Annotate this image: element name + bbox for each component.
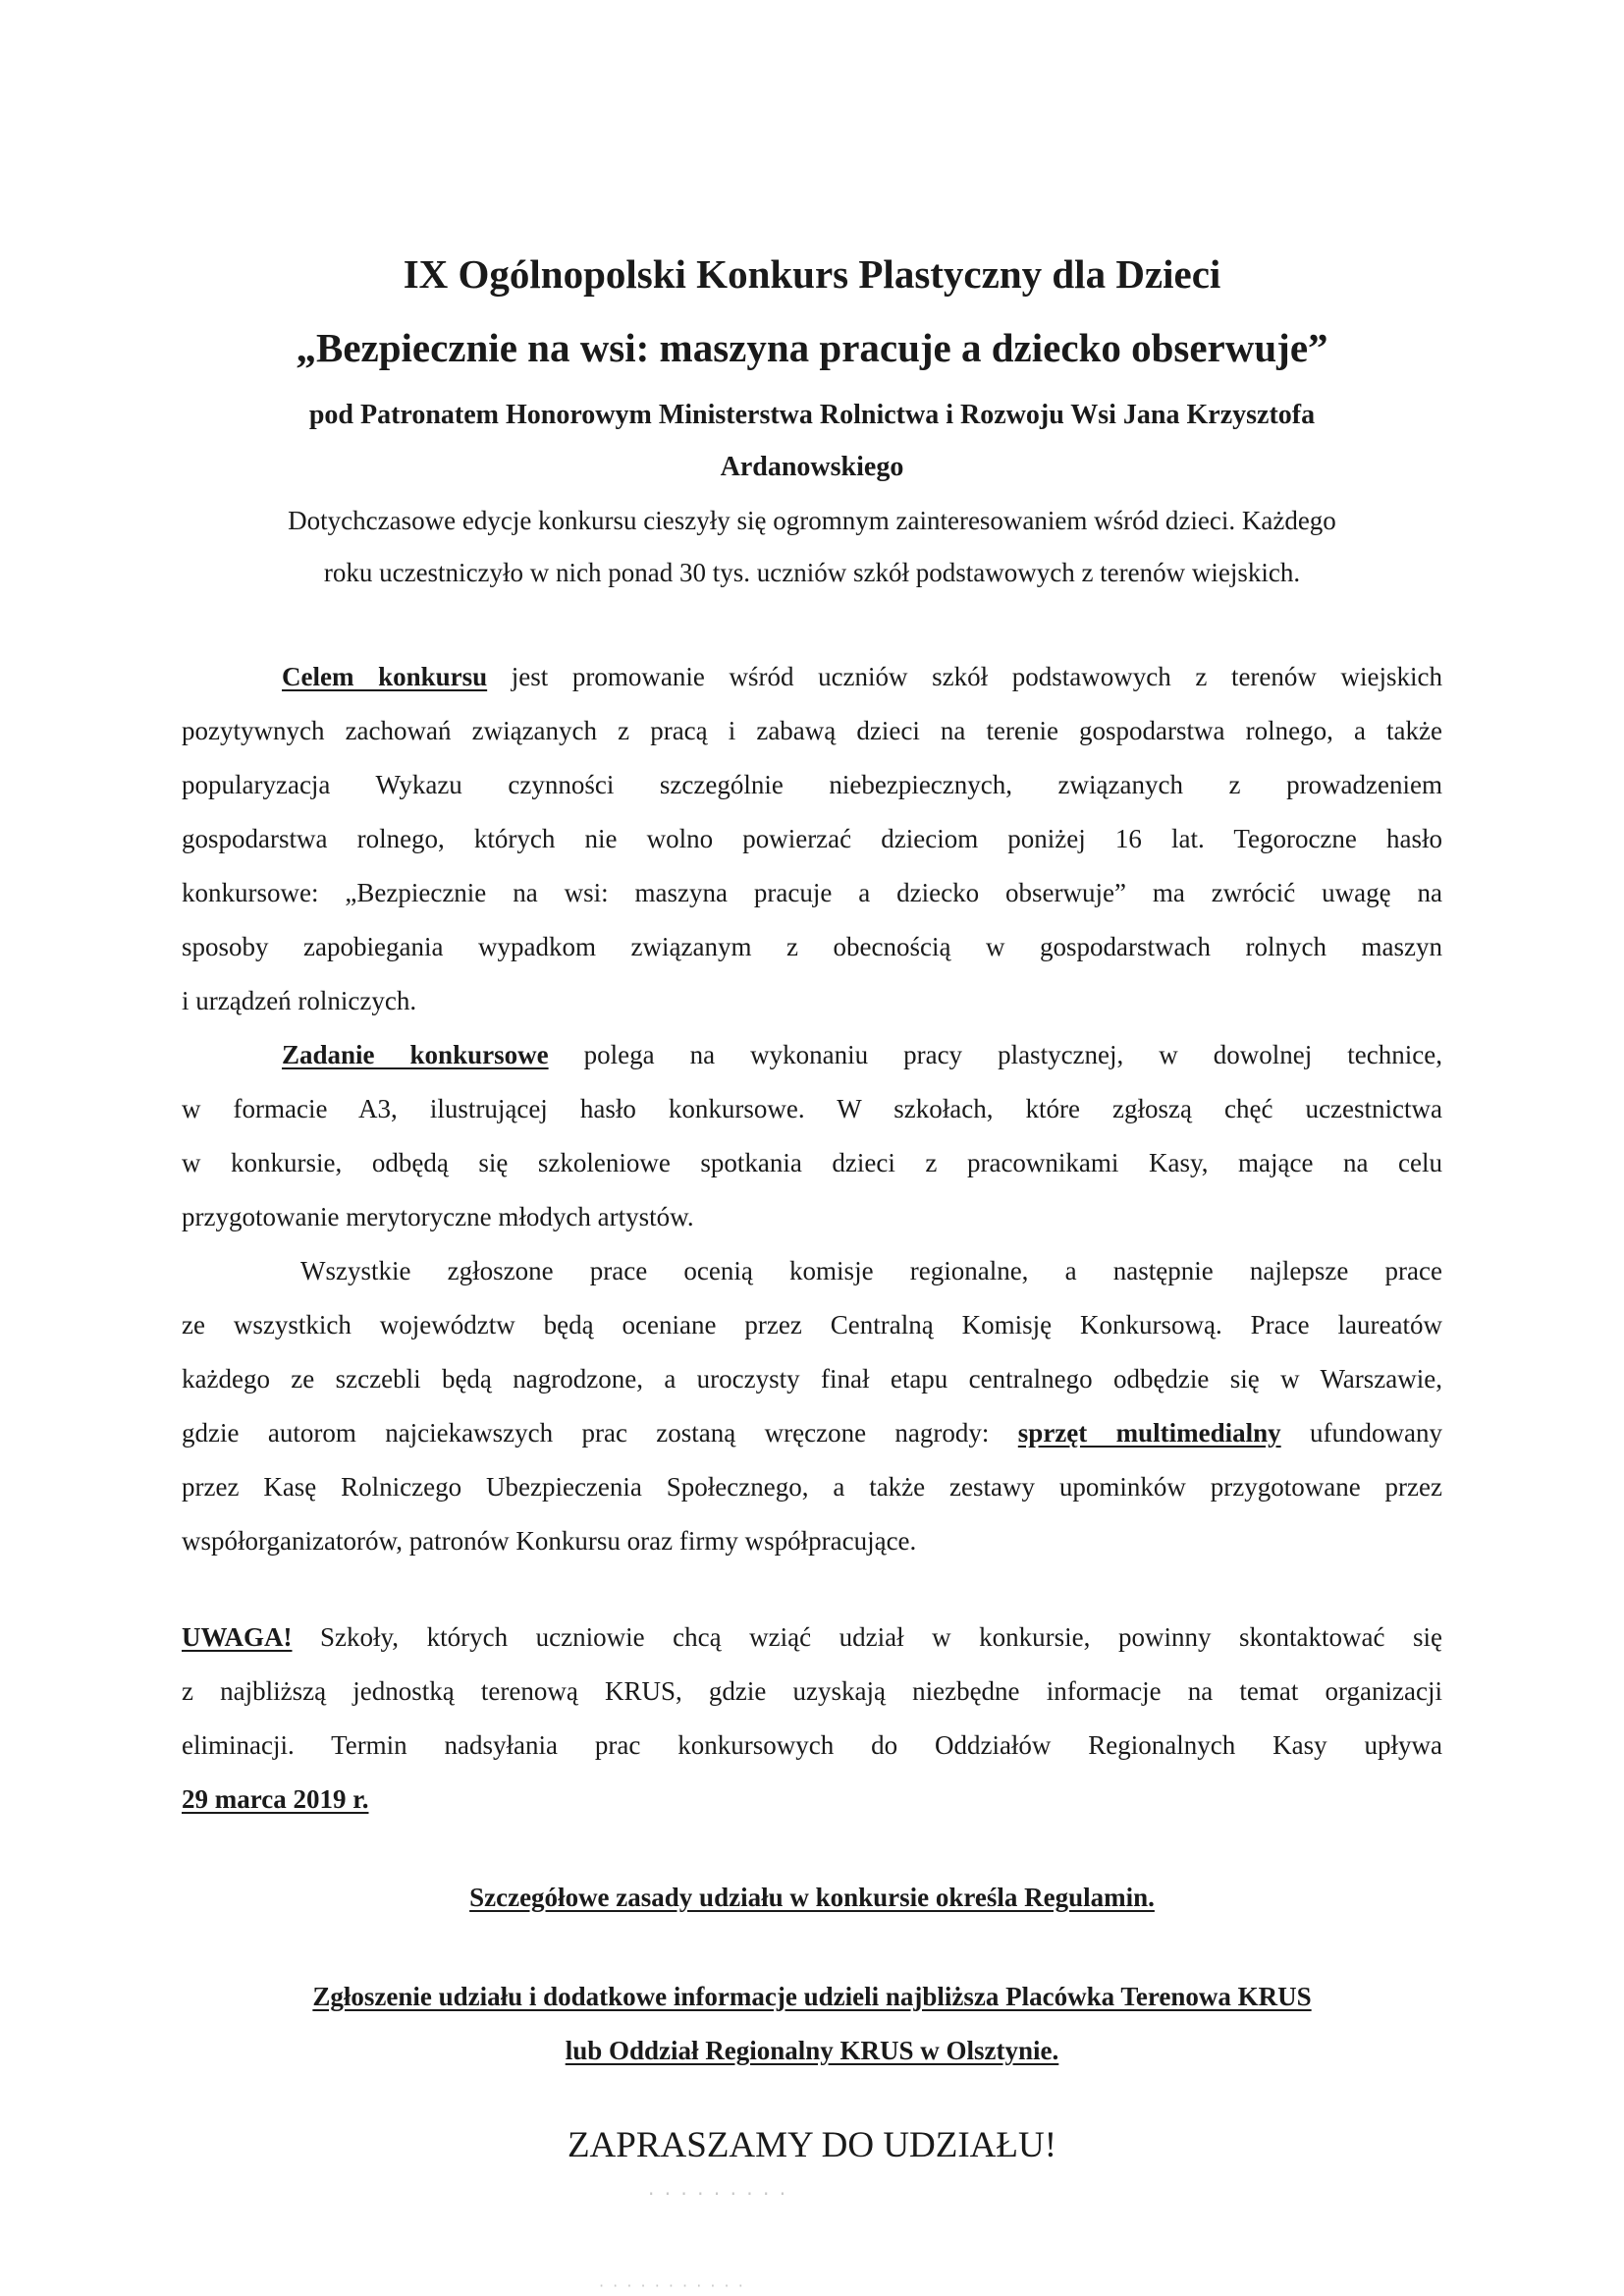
faint-stamp-mark-2: · · · · · · · · · · ·	[599, 2276, 745, 2295]
patronage-line-2: Ardanowskiego	[720, 452, 904, 482]
notice-line-3: eliminacji. Termin nadsyłania prac konkursowych do Oddziałów Regionalnych Kasy upływa	[182, 1730, 1442, 1760]
intro-line-2: roku uczestniczyło w nich ponad 30 tys. uczniów szkół podstawowych z terenów wiejskich.	[323, 558, 1301, 587]
deadline-date: 29 marca 2019 r.	[182, 1784, 369, 1814]
task-line-2: w formacie A3, ilustrującej hasło konkursowe. W szkołach, które zgłoszą chęć uczestnictwa	[182, 1094, 1442, 1123]
rules-line: Szczegółowe zasady udziału w konkursie określa Regulamin.	[469, 1883, 1155, 1912]
task-line-4: przygotowanie merytoryczne młodych artystów.	[182, 1202, 694, 1231]
evaluation-line-4: gdzie autorom najciekawszych prac zostaną wręczone nagrody: sprzęt multimedialny ufundowany	[182, 1418, 1443, 1448]
notice-line-2: z najbliższą jednostką terenową KRUS, gdzie uzyskają niezbędne informacje na temat organizacji	[182, 1676, 1442, 1706]
goal-line-1: Celem konkursu jest promowanie wśród uczniów szkół podstawowych z terenów wiejskich	[282, 662, 1443, 691]
task-line-3: w konkursie, odbędą się szkoleniowe spotkania dzieci z pracownikami Kasy, mające na celu	[182, 1148, 1442, 1177]
goal-line-3: popularyzacja Wykazu czynności szczególnie niebezpiecznych, związanych z prowadzeniem	[182, 770, 1442, 799]
goal-line-4: gospodarstwa rolnego, których nie wolno powierzać dzieciom poniżej 16 lat. Tegoroczne hasło	[182, 824, 1442, 853]
evaluation-line-2: ze wszystkich województw będą oceniane przez Centralną Komisję Konkursową. Prace laureatów	[182, 1310, 1442, 1339]
contact-line-1: Zgłoszenie udziału i dodatkowe informacje udzieli najbliższa Placówka Terenowa KRUS	[312, 1982, 1312, 2011]
closing-invitation: ZAPRASZAMY DO UDZIAŁU!	[567, 2125, 1057, 2165]
evaluation-line-6: współorganizatorów, patronów Konkursu oraz firmy współpracujące.	[182, 1526, 917, 1556]
task-label: Zadanie konkursowe	[282, 1040, 549, 1069]
goal-line-6: sposoby zapobiegania wypadkom związanym z obecnością w gospodarstwach rolnych maszyn	[182, 932, 1442, 961]
task-line-1: Zadanie konkursowe polega na wykonaniu pracy plastycznej, w dowolnej technice,	[282, 1040, 1442, 1069]
goal-label: Celem konkursu	[282, 662, 488, 691]
evaluation-line-5: przez Kasę Rolniczego Ubezpieczenia Społecznego, a także zestawy upominków przygotowane przez	[182, 1472, 1442, 1502]
evaluation-line-1: Wszystkie zgłoszone prace ocenią komisje regionalne, a następnie najlepsze prace	[300, 1256, 1442, 1285]
goal-line-5: konkursowe: „Bezpiecznie na wsi: maszyna pracuje a dziecko obserwuje” ma zwrócić uwagę na	[182, 878, 1442, 907]
goal-line-7: i urządzeń rolniczych.	[182, 986, 417, 1015]
contest-slogan: „Bezpiecznie na wsi: maszyna pracuje a dziecko obserwuje”	[296, 325, 1328, 370]
document-title: IX Ogólnopolski Konkurs Plastyczny dla Dzieci	[403, 251, 1221, 297]
evaluation-line-3: każdego ze szczebli będą nagrodzone, a uroczysty finał etapu centralnego odbędzie się w Warszawie,	[182, 1364, 1442, 1394]
prize-highlight: sprzęt multimedialny	[1017, 1418, 1281, 1448]
notice-label: UWAGA!	[182, 1622, 293, 1652]
notice-line-1: UWAGA! Szkoły, których uczniowie chcą wziąć udział w konkursie, powinny skontaktować się	[182, 1622, 1442, 1652]
faint-stamp-mark-1: · · · · · · · · ·	[648, 2182, 788, 2206]
goal-line-2: pozytywnych zachowań związanych z pracą i zabawą dzieci na terenie gospodarstwa rolnego, a także	[182, 716, 1442, 745]
contact-line-2: lub Oddział Regionalny KRUS w Olsztynie.	[565, 2036, 1059, 2065]
intro-line-1: Dotychczasowe edycje konkursu cieszyły się ogromnym zainteresowaniem wśród dzieci. Każdego	[288, 506, 1336, 535]
patronage-line-1: pod Patronatem Honorowym Ministerstwa Rolnictwa i Rozwoju Wsi Jana Krzysztofa	[308, 400, 1316, 430]
